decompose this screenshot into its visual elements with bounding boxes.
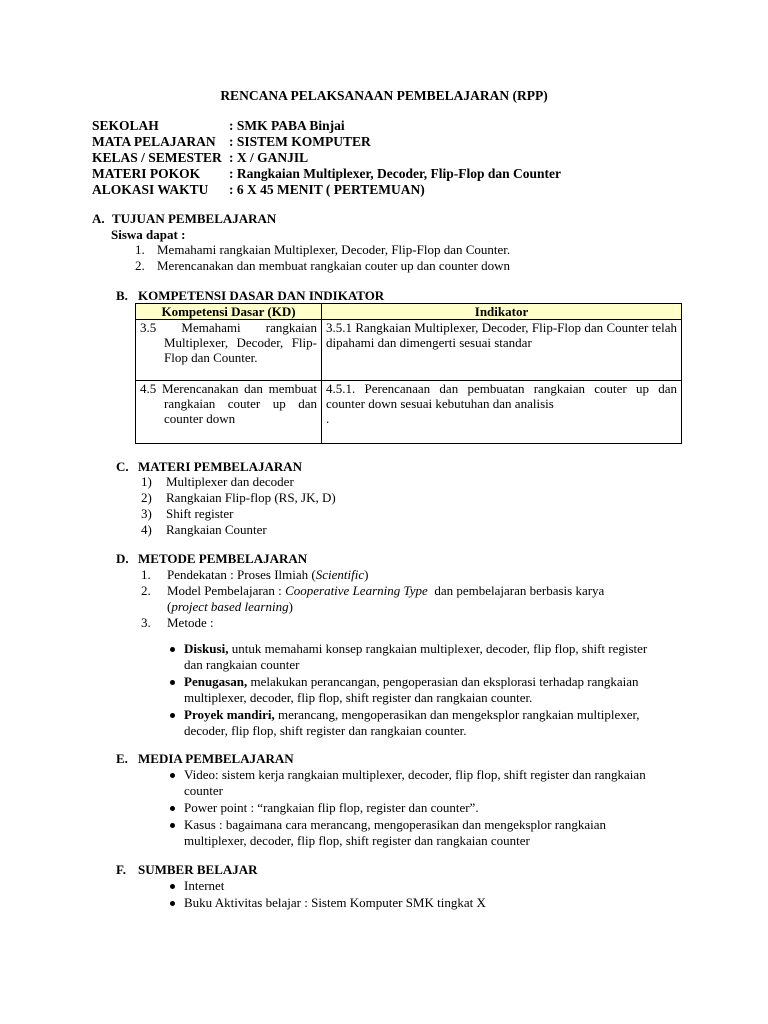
section-f-heading: F. SUMBER BELAJAR [116, 862, 258, 877]
bullet-icon [170, 713, 175, 718]
bullet-item: Penugasan, melakukan perancangan, pengoperasian dan eksplorasi terhadap rangkaian multiplexer, decoder, flip flop, shift register dan rangkaian counter. [170, 674, 650, 706]
info-row-kelas [92, 150, 561, 166]
info-label: ALOKASI WAKTU [92, 182, 209, 197]
bullet-item: Internet [170, 878, 650, 894]
bullet-icon [170, 680, 175, 685]
info-value: : Rangkaian Multiplexer, Decoder, Flip-Flop dan Counter [229, 166, 562, 181]
info-value: : X / GANJIL [229, 150, 309, 165]
bullet-icon [170, 823, 175, 828]
section-f-bullets [170, 878, 650, 912]
bullet-icon [170, 806, 175, 811]
info-value: : 6 X 45 MENIT ( PERTEMUAN) [229, 182, 425, 197]
bullet-icon [170, 884, 175, 889]
info-row-mapel [92, 134, 561, 150]
indikator-cell: 3.5.1 Rangkaian Multiplexer, Decoder, Flip-Flop dan Counter telah dipahami dan dimengerti sesuai standar [322, 320, 682, 381]
info-label: MATA PELAJARAN [92, 134, 216, 149]
table-row [136, 381, 682, 444]
table-header-kd: Kompetensi Dasar (KD) [136, 304, 322, 320]
info-label: SEKOLAH [92, 118, 159, 133]
bullet-icon [170, 901, 175, 906]
section-c-heading: C. MATERI PEMBELAJARAN [116, 459, 303, 474]
section-a-heading: A. TUJUAN PEMBELAJARAN [92, 211, 277, 226]
indikator-extra: . [326, 411, 330, 426]
section-b-heading: B. KOMPETENSI DASAR DAN INDIKATOR [116, 288, 385, 303]
info-value: : SMK PABA Binjai [229, 118, 345, 133]
section-d-bullets [170, 641, 650, 740]
info-row-materi [92, 166, 561, 182]
bullet-icon [170, 647, 175, 652]
info-value: : SISTEM KOMPUTER [229, 134, 371, 149]
section-d-heading: D. METODE PEMBELAJARAN [116, 551, 308, 566]
info-label: KELAS / SEMESTER [92, 150, 222, 165]
rpp-page: RENCANA PELAKSANAAN PEMBELAJARAN (RPP) SEKOLAH : SMK PABA Binjai MATA PELAJARAN : SISTEM KOMPUTER KELAS / SEMESTER : X / GANJIL MATERI POKOK : Rangkaian Multiplexer, Decoder, Flip-Flop dan Counter ALOKASI WAKTU : 6 X 45 MENIT ( PERTEMUAN) A. TUJUAN PEMBELAJARAN Siswa dapat : 1. Memahami rangkaian Multiplexer, Decoder, Flip-Flop dan Counter. 2. Merencanakan dan membuat rangkaian couter up dan counter down B. KOMPETENSI DASAR DAN INDIKATOR Kompetensi Dasar (KD) Indikator 3.5 Memahami rangkaian Multiplexer, Decoder, Flip-Flop dan Counter. 3.5.1 Rangkaian Multiplexer, Decoder, Flip-Flop dan Counter telah dipahami dan dimengerti sesuai standar 4.5 Merencanakan dan membuat rangkaian couter up dan counter down 4.5.1. Perencanaan dan pembuatan rangkaian couter up dan counter down sesuai kebutuhan dan analisis . C. MATERI PEMBELAJARAN 1) Multiplexer dan decoder 2) Rangkaian Flip-flop (RS, JK, D) 3) Shift register 4) Rangkaian Counter D. METODE PEMBELAJARAN 1. Pendekatan : Proses Ilmiah (Scientific) 2. Model Pembelajaran : Cooperative Learning Type dan pembelajaran berbasis karya (project based learning) 3. Metode : Diskusi, untuk memahami konsep rangkaian multiplexer, decoder, flip flop, shift register dan rangkaian counter Penugasan, melakukan perancangan, pengoperasian dan eksplorasi terhadap rangkaian multiplexer, decoder, flip flop, shift register dan rangkaian counter. Proyek mandiri, merancang, mengoperasikan dan mengeksplor rangkaian multiplexer, decoder, flip flop, shift register dan rangkaian counter. E. MEDIA PEMBELAJARAN Video: sistem kerja rangkaian multiplexer, decoder, flip flop, shift register dan rangkaian counter Power point : “rangkaian flip flop, register dan counter”. Kasus : bagaimana cara merancang, mengoperasikan dan mengeksplor rangkaian multiplexer, decoder, flip flop, shift register dan rangkaian counter F. SUMBER BELAJAR Internet Buku Aktivitas belajar : Sistem Komputer SMK tingkat X [0, 0, 768, 1024]
info-label: MATERI POKOK [92, 166, 201, 181]
section-e-bullets [170, 767, 650, 850]
bullet-item: Kasus : bagaimana cara merancang, mengoperasikan dan mengeksplor rangkaian multiplexer, decoder, flip flop, shift register dan rangkaian counter [170, 817, 650, 849]
info-row-alokasi [92, 182, 561, 198]
bullet-icon [170, 773, 175, 778]
indikator-cell: 4.5.1. Perencanaan dan pembuatan rangkaian couter up dan counter down sesuai kebutuhan dan analisis . [322, 381, 682, 444]
section-e-heading: E. MEDIA PEMBELAJARAN [116, 751, 294, 766]
table-row [136, 320, 682, 381]
kd-cell: 3.5 Memahami rangkaian Multiplexer, Decoder, Flip-Flop dan Counter. [136, 320, 322, 381]
bullet-item: Buku Aktivitas belajar : Sistem Komputer SMK tingkat X [170, 895, 650, 911]
document-title: RENCANA PELAKSANAAN PEMBELAJARAN (RPP) [220, 88, 548, 103]
section-a-intro: Siswa dapat : [111, 227, 186, 242]
info-block [92, 118, 561, 198]
bullet-item: Power point : “rangkaian flip flop, register dan counter”. [170, 800, 650, 816]
bullet-item: Proyek mandiri, merancang, mengoperasikan dan mengeksplor rangkaian multiplexer, decoder, flip flop, shift register dan rangkaian counter. [170, 707, 650, 739]
bullet-item: Diskusi, untuk memahami konsep rangkaian multiplexer, decoder, flip flop, shift register dan rangkaian counter [170, 641, 650, 673]
kd-indikator-table [135, 303, 682, 444]
info-row-sekolah [92, 118, 561, 134]
bullet-item: Video: sistem kerja rangkaian multiplexer, decoder, flip flop, shift register dan rangkaian counter [170, 767, 650, 799]
kd-cell: 4.5 Merencanakan dan membuat rangkaian couter up dan counter down [136, 381, 322, 444]
table-header-indikator: Indikator [322, 304, 682, 320]
